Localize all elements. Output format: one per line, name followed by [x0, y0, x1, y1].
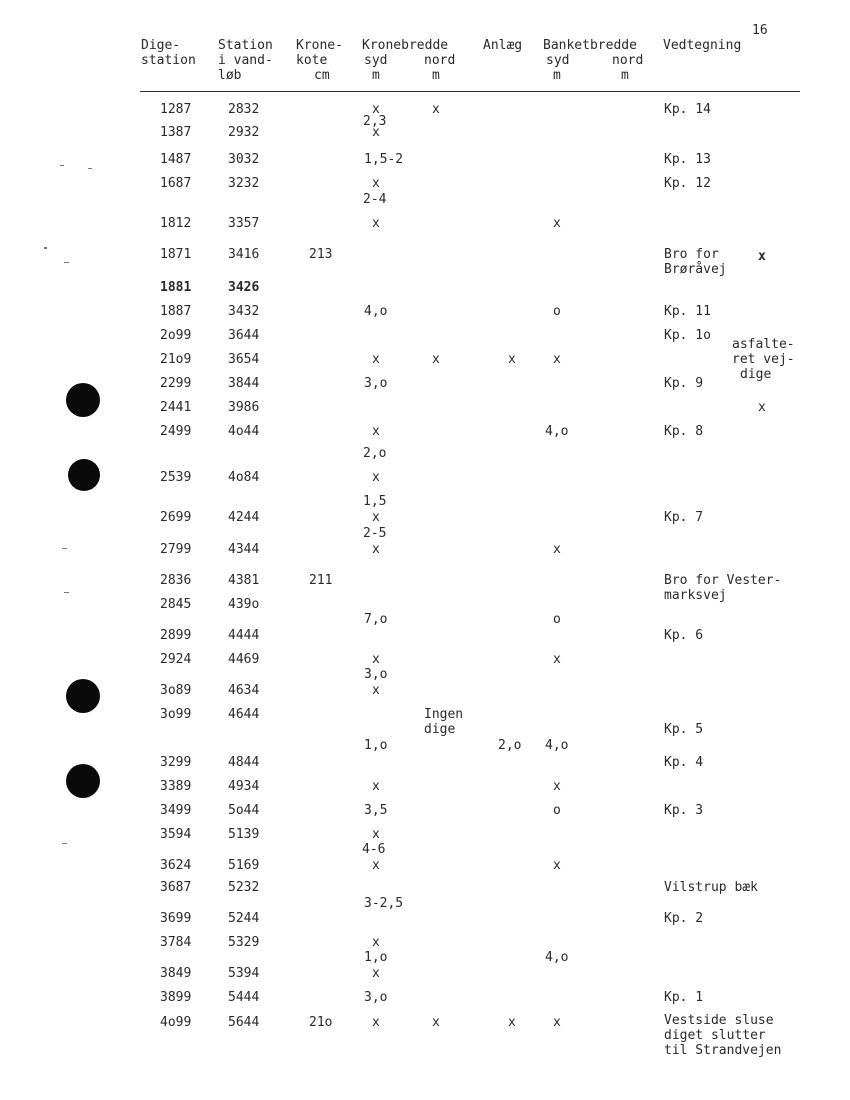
cell-banketbredde-syd: x [553, 652, 561, 667]
cell-digestation: 1887 [160, 304, 192, 319]
header-banketbredde-nord-unit: m [621, 68, 629, 83]
page-number: 16 [752, 23, 768, 38]
cell-digestation: 1287 [160, 102, 192, 117]
header-kronebredde-syd: syd [364, 53, 388, 68]
cell-banketbredde-syd: x [553, 779, 561, 794]
header-kronekote-2: kote [296, 53, 328, 68]
margin-speck [62, 548, 67, 549]
header-kronebredde-nord-unit: m [432, 68, 440, 83]
cell-digestation: 3389 [160, 779, 192, 794]
cell-digestation: 3849 [160, 966, 192, 981]
cell-digestation: 2499 [160, 424, 192, 439]
cell-station: 439o [228, 597, 260, 612]
cell-kronekote: 211 [309, 573, 333, 588]
cell-station: 4o84 [228, 470, 260, 485]
cell-kronebredde-syd: 3,o [364, 667, 388, 682]
cell-vedtegning: Kp. 12 [664, 176, 711, 191]
cell-banketbredde-syd: 4,o [545, 738, 569, 753]
cell-vedtegning: diget slutter [664, 1028, 766, 1043]
cell-kronebredde-syd: x [372, 966, 380, 981]
cell-digestation: 21o9 [160, 352, 192, 367]
cell-digestation: 2845 [160, 597, 192, 612]
cell-kronebredde-syd: x [372, 542, 380, 557]
cell-kronebredde-syd: 2-4 [363, 192, 387, 207]
cell-station: 3416 [228, 247, 260, 262]
cell-vedtegning: til Strandvejen [664, 1043, 782, 1058]
cell-kronebredde-syd: 1,o [364, 950, 388, 965]
cell-kronebredde-syd: 4-6 [362, 842, 386, 857]
cell-kronebredde-syd: x [372, 510, 380, 525]
side-note-line: asfalte- [732, 337, 795, 352]
cell-station: 3432 [228, 304, 260, 319]
cell-digestation: 3687 [160, 880, 192, 895]
header-station-3: løb [218, 68, 242, 83]
cell-kronebredde-syd: x [372, 858, 380, 873]
side-note-line: ret vej- [732, 352, 795, 367]
cell-kronebredde-syd: x [372, 176, 380, 191]
cell-vedtegning: Kp. 3 [664, 803, 704, 818]
cell-station: 4844 [228, 755, 260, 770]
cell-kronebredde-syd: 3,o [364, 990, 388, 1005]
cell-kronebredde-syd: 3,o [364, 376, 388, 391]
cell-station: 2832 [228, 102, 260, 117]
cell-banketbredde-syd: x [553, 352, 561, 367]
header-rule [140, 91, 800, 92]
cell-banketbredde-syd: 4,o [545, 424, 569, 439]
cell-banketbredde-syd: x [553, 216, 561, 231]
cell-vedtegning: Brøråvej [664, 262, 727, 277]
cell-station: 5244 [228, 911, 260, 926]
cell-kronebredde-syd: 7,o [364, 612, 388, 627]
cell-vedtegning: Vilstrup bæk [664, 880, 758, 895]
cell-station: 5644 [228, 1015, 260, 1030]
header-digestation-1: Dige- [141, 38, 181, 53]
cell-banketbredde-syd: x [553, 858, 561, 873]
cell-digestation: 1487 [160, 152, 192, 167]
cell-digestation: 3699 [160, 911, 192, 926]
cell-vedtegning: Kp. 9 [664, 376, 704, 391]
cell-station: 3232 [228, 176, 260, 191]
cell-digestation: 2899 [160, 628, 192, 643]
cell-kronebredde-syd: 2-5 [363, 526, 387, 541]
cell-vedtegning: Kp. 7 [664, 510, 704, 525]
cell-digestation: 3o89 [160, 683, 192, 698]
cell-station: 5232 [228, 880, 260, 895]
cell-banketbredde-syd: x [553, 542, 561, 557]
header-station-2: i vand- [218, 53, 273, 68]
cell-vedtegning: Kp. 14 [664, 102, 711, 117]
header-kronebredde-syd-unit: m [372, 68, 380, 83]
cell-station: 2932 [228, 125, 260, 140]
cell-anlaeg: x [508, 352, 516, 367]
cell-kronebredde-syd: x [372, 424, 380, 439]
cell-station: 4244 [228, 510, 260, 525]
cell-vedtegning: Kp. 5 [664, 722, 704, 737]
cell-kronebredde-syd: 3-2,5 [364, 896, 404, 911]
punch-hole [68, 459, 100, 491]
cell-digestation: 3624 [160, 858, 192, 873]
cell-digestation: 3o99 [160, 707, 192, 722]
header-kronebredde: Kronebredde [362, 38, 449, 53]
margin-speck [60, 165, 64, 166]
cell-kronebredde-syd: x [372, 827, 380, 842]
cell-kronebredde-syd: x [372, 779, 380, 794]
cell-kronebredde-syd: 2,o [363, 446, 387, 461]
cell-vedtegning: Kp. 11 [664, 304, 711, 319]
cell-kronebredde-syd: x [372, 470, 380, 485]
punch-hole [66, 764, 100, 798]
cell-digestation: 2799 [160, 542, 192, 557]
cell-station: 3357 [228, 216, 260, 231]
header-anlaeg: Anlæg [483, 38, 523, 53]
punch-hole [66, 383, 100, 417]
header-banketbredde-syd-unit: m [553, 68, 561, 83]
cell-station: 3844 [228, 376, 260, 391]
cell-digestation: 2699 [160, 510, 192, 525]
cell-kronebredde-syd: x [372, 935, 380, 950]
header-kronekote-1: Krone- [296, 38, 343, 53]
cell-kronebredde-syd: x [372, 125, 380, 140]
cell-station: 4934 [228, 779, 260, 794]
cell-station: 4644 [228, 707, 260, 722]
margin-speck [44, 247, 47, 249]
header-kronekote-3: cm [314, 68, 330, 83]
cell-station: 4o44 [228, 424, 260, 439]
cell-vedtegning: Kp. 6 [664, 628, 704, 643]
cell-station: 4444 [228, 628, 260, 643]
punch-hole [66, 679, 100, 713]
header-banketbredde: Banketbredde [543, 38, 637, 53]
cell-kronebredde-syd: 4,o [364, 304, 388, 319]
cell-banketbredde-syd: o [553, 304, 561, 319]
cell-kronebredde-syd: 1,o [364, 738, 388, 753]
cell-digestation: 3899 [160, 990, 192, 1005]
cell-station: 3426 [228, 280, 260, 295]
header-kronebredde-nord: nord [424, 53, 456, 68]
margin-speck [88, 168, 92, 169]
cell-digestation: 3784 [160, 935, 192, 950]
cell-banketbredde-syd: 4,o [545, 950, 569, 965]
header-banketbredde-syd: syd [546, 53, 570, 68]
cell-banketbredde-syd: o [553, 803, 561, 818]
cell-kronebredde-syd: 1,5 [363, 494, 387, 509]
header-digestation-2: station [141, 53, 196, 68]
cell-kronebredde-syd: x [372, 1015, 380, 1030]
cell-digestation: 3594 [160, 827, 192, 842]
cell-kronebredde-syd: x [372, 352, 380, 367]
cell-kronebredde-nord: dige [424, 722, 456, 737]
cell-digestation: 1881 [160, 280, 192, 295]
cell-vedtegning: Bro for Vester- [664, 573, 782, 588]
cell-vedtegning: Kp. 8 [664, 424, 704, 439]
side-x-mark: x [758, 249, 766, 264]
cell-kronekote: 21o [309, 1015, 333, 1030]
margin-speck [62, 843, 67, 844]
cell-digestation: 2539 [160, 470, 192, 485]
cell-kronebredde-nord: x [432, 352, 440, 367]
cell-vedtegning: marksvej [664, 588, 727, 603]
cell-station: 4634 [228, 683, 260, 698]
cell-station: 4381 [228, 573, 260, 588]
cell-digestation: 3499 [160, 803, 192, 818]
cell-kronebredde-syd: 2,3 [363, 114, 387, 129]
cell-vedtegning: Bro for [664, 247, 719, 262]
cell-anlaeg: x [508, 1015, 516, 1030]
cell-banketbredde-syd: o [553, 612, 561, 627]
cell-station: 3644 [228, 328, 260, 343]
header-banketbredde-nord: nord [612, 53, 644, 68]
cell-station: 3032 [228, 152, 260, 167]
cell-kronebredde-syd: x [372, 102, 380, 117]
cell-vedtegning: Vestside sluse [664, 1013, 774, 1028]
cell-digestation: 1871 [160, 247, 192, 262]
cell-station: 5329 [228, 935, 260, 950]
cell-station: 3654 [228, 352, 260, 367]
cell-digestation: 2441 [160, 400, 192, 415]
cell-anlaeg: 2,o [498, 738, 522, 753]
cell-kronebredde-syd: x [372, 216, 380, 231]
cell-station: 5394 [228, 966, 260, 981]
cell-digestation: 2924 [160, 652, 192, 667]
cell-vedtegning: Kp. 13 [664, 152, 711, 167]
cell-vedtegning: Kp. 1 [664, 990, 704, 1005]
cell-vedtegning: Kp. 1o [664, 328, 711, 343]
cell-station: 4344 [228, 542, 260, 557]
cell-digestation: 2836 [160, 573, 192, 588]
cell-digestation: 1387 [160, 125, 192, 140]
header-vedtegning: Vedtegning [663, 38, 742, 53]
cell-kronebredde-nord: Ingen [424, 707, 464, 722]
cell-kronebredde-syd: x [372, 683, 380, 698]
cell-station: 3986 [228, 400, 260, 415]
margin-speck [64, 262, 69, 263]
cell-digestation: 2299 [160, 376, 192, 391]
side-x-mark: x [758, 400, 766, 415]
cell-kronebredde-nord: x [432, 102, 440, 117]
header-station-1: Station [218, 38, 273, 53]
cell-station: 5169 [228, 858, 260, 873]
cell-digestation: 4o99 [160, 1015, 192, 1030]
cell-digestation: 1812 [160, 216, 192, 231]
cell-digestation: 3299 [160, 755, 192, 770]
cell-digestation: 2o99 [160, 328, 192, 343]
cell-station: 4469 [228, 652, 260, 667]
cell-vedtegning: Kp. 2 [664, 911, 704, 926]
cell-kronebredde-nord: x [432, 1015, 440, 1030]
cell-vedtegning: Kp. 4 [664, 755, 704, 770]
cell-station: 5444 [228, 990, 260, 1005]
cell-kronebredde-syd: 3,5 [364, 803, 388, 818]
margin-speck [64, 592, 69, 593]
cell-station: 5139 [228, 827, 260, 842]
cell-digestation: 1687 [160, 176, 192, 191]
cell-kronebredde-syd: 1,5-2 [364, 152, 404, 167]
cell-kronebredde-syd: x [372, 652, 380, 667]
cell-station: 5o44 [228, 803, 260, 818]
cell-banketbredde-syd: x [553, 1015, 561, 1030]
side-note-line: dige [740, 367, 772, 382]
cell-kronekote: 213 [309, 247, 333, 262]
